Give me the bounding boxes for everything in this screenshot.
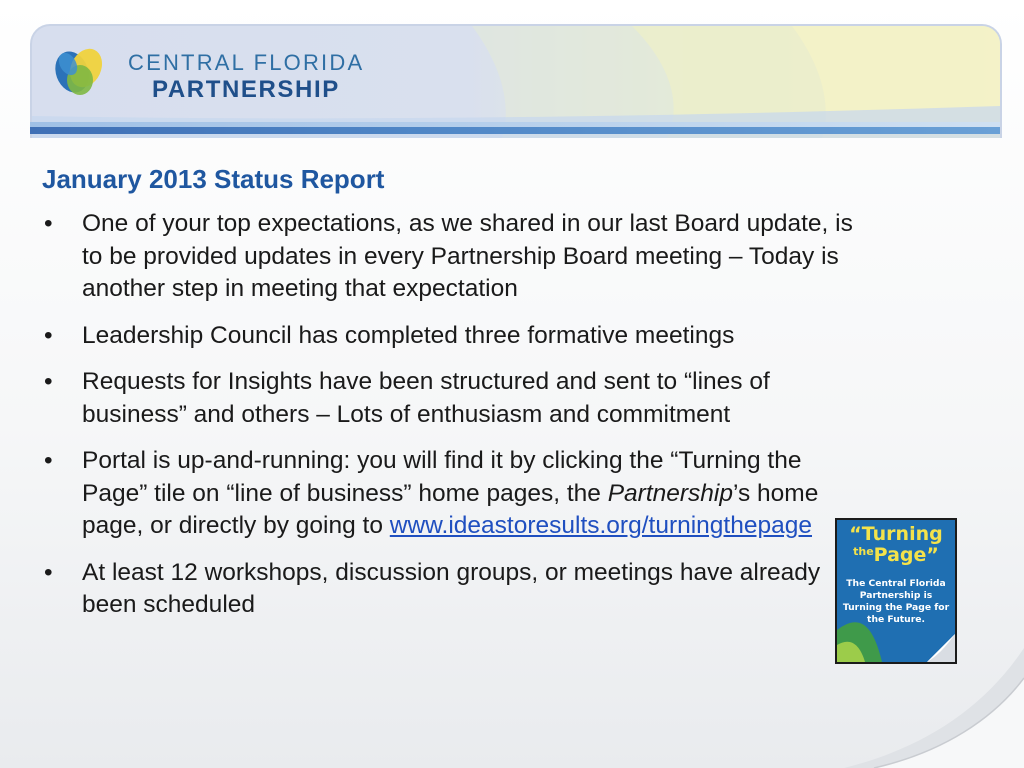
tile-title-line2: [837, 544, 955, 566]
bullet-dot: •: [44, 368, 53, 395]
bullet-item-expectations: [42, 208, 872, 306]
bullet-text: Requests for Insights have been structured and sent to “lines of business” and others – Lots of enthusiasm and commitment: [82, 368, 770, 428]
page-curl-decoration: [804, 648, 1024, 768]
turning-the-page-tile[interactable]: [835, 518, 957, 664]
logo-text-central-florida: CENTRAL FLORIDA: [128, 50, 365, 75]
bullet-text-part1: Portal is up-and-running: you will find it by clicking the “Turning the Page” tile on “line of business” home pages, the: [82, 447, 802, 507]
portal-link[interactable]: www.ideastoresults.org/turningthepage: [389, 512, 812, 539]
bullet-item-portal: [42, 445, 832, 543]
tile-title-small-word: the: [853, 545, 874, 558]
partnership-logo-icon: [50, 42, 108, 100]
bullet-dot: •: [44, 321, 53, 349]
bullet-list: [42, 208, 942, 636]
bullet-dot: •: [44, 447, 53, 474]
tile-title-page-word: Page”: [873, 544, 939, 566]
bullet-text: At least 12 workshops, discussion groups, or meetings have already been scheduled: [82, 558, 821, 618]
header-underline-highlight: [30, 122, 1000, 127]
tile-title-line1: “Turning: [849, 523, 943, 545]
bullet-text-part2: ’s home page, or directly by going to: [82, 479, 819, 539]
tile-body-text: The Central Florida Partnership is Turning the Page for the Future.: [842, 578, 950, 625]
bullet-text: One of your top expectations, as we shared in our last Board update, is to be provided updates in every Partnership Board meeting – Today is another step in meeting that expectation: [82, 210, 853, 302]
bullet-text-italic: Partnership: [607, 479, 733, 507]
bullet-dot: •: [44, 210, 53, 237]
bullet-text: Leadership Council has completed three formative meetings: [82, 321, 735, 349]
logo-text-partnership: PARTNERSHIP: [152, 76, 340, 103]
bullet-item-requests-for-insights: [42, 366, 872, 431]
bullet-item-leadership-council: [42, 320, 962, 353]
slide-title: January 2013 Status Report: [42, 164, 385, 194]
bullet-dot: •: [44, 558, 53, 586]
bullet-item-workshops: [42, 557, 852, 622]
